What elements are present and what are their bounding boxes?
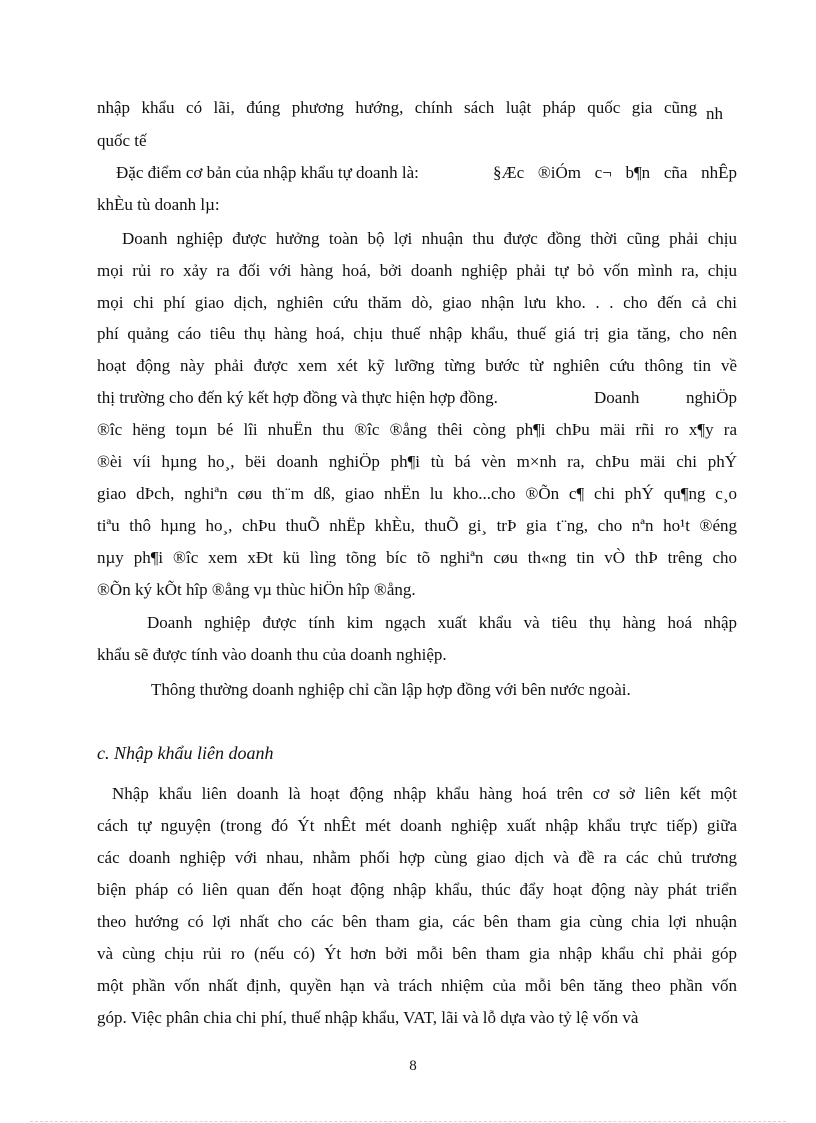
text-line: tiªu thô hµng ho¸, chÞu thuÕ nhËp khÈu, thuÕ gi¸ trÞ gia t¨ng, cho nªn ho¹t ®éng: [97, 516, 737, 535]
text-line: nhập khẩu có lãi, đúng phương hướng, chính sách luật pháp quốc gia cũng: [97, 98, 697, 117]
text-line: Thông thường doanh nghiệp chỉ cần lập hợp đồng với bên nước ngoài.: [151, 680, 631, 699]
text-line: Doanh nghiệp được hưởng toàn bộ lợi nhuận thu được đồng thời cũng phải chịu: [122, 229, 737, 248]
section-heading: c. Nhập khẩu liên doanh: [97, 743, 274, 763]
text-line: một phần vốn nhất định, quyền hạn và trách nhiệm của mỗi bên tăng theo phần vốn: [97, 976, 737, 995]
text-line: mọi rủi ro xảy ra đối với hàng hoá, bởi doanh nghiệp phải tự bỏ vốn mình ra, chịu: [97, 261, 737, 280]
text-line: giao dÞch, nghiªn cøu th¨m dß, giao nhËn lu kho...cho ®Õn c¶ chi phÝ qu¶ng c¸o: [97, 484, 737, 503]
text-line: quốc tế: [97, 131, 147, 150]
text-line: các doanh nghiệp với nhau, nhằm phối hợp cùng giao dịch và đề ra các chủ trương: [97, 848, 737, 867]
text-line: Doanh nghiệp được tính kim ngạch xuất khẩu và tiêu thụ hàng hoá nhập: [147, 613, 737, 632]
text-line: ®îc hëng toµn bé lîi nhuËn thu ®îc ®ång thêi còng ph¶i chÞu mäi rñi ro x¶y ra: [97, 420, 737, 439]
text-line: biện pháp có liên quan đến hoạt động nhập khẩu, thúc đẩy hoạt động này phát triển: [97, 880, 737, 899]
text-line: mọi chi phí giao dịch, nghiên cứu thăm dò, giao nhận lưu kho. . . cho đến cả chi: [97, 293, 737, 312]
text-line: cách tự nguyện (trong đó Ýt nhÊt mét doanh nghiệp xuất nhập khẩu trực tiếp) giữa: [97, 816, 737, 835]
text-line: theo hướng có lợi nhất cho các bên tham gia, các bên tham gia cùng chia lợi nhuận: [97, 912, 737, 931]
text-line: phí quảng cáo tiêu thụ hàng hoá, chịu thuế nhập khẩu, thuế giá trị gia tăng, cho nên: [97, 324, 737, 343]
page-number: 8: [409, 1058, 417, 1074]
text-line: Nhập khẩu liên doanh là hoạt động nhập khẩu hàng hoá trên cơ sở liên kết một: [112, 784, 737, 803]
text-line: §Æc ®iÓm c¬ b¶n cña nhÊp: [493, 163, 737, 182]
text-line: hoạt động này phải được xem xét kỹ lưỡng từng bước từ nghiên cứu thông tin về: [97, 356, 737, 375]
text-line: khẩu sẽ được tính vào doanh thu của doanh nghiệp.: [97, 645, 447, 664]
text-line: ®Õn ký kÕt hîp ®ång vµ thùc hiÖn hîp ®ång.: [97, 580, 416, 599]
text-line: thị trường cho đến ký kết hợp đồng và thực hiện hợp đồng.: [97, 388, 498, 407]
page-bottom-divider: [30, 1121, 786, 1122]
text-line: khÈu tù doanh lµ:: [97, 195, 220, 214]
text-line: nµy ph¶i ®îc xem xÐt kü lìng tõng bíc tõ nghiªn cøu th«ng tin vÒ thÞ trêng cho: [97, 548, 737, 567]
text-line: ®èi víi hµng ho¸, bëi doanh nghiÖp ph¶i tù bá vèn m×nh ra, chÞu mäi chi phÝ: [97, 452, 737, 471]
text-line: nh: [706, 104, 723, 123]
text-line: Đặc điểm cơ bản của nhập khẩu tự doanh là:: [116, 163, 419, 182]
text-line: góp. Việc phân chia chi phí, thuế nhập khẩu, VAT, lãi và lỗ dựa vào tỷ lệ vốn và: [97, 1008, 639, 1027]
text-line: Doanh nghiÖp: [594, 388, 737, 407]
text-line: và cùng chịu rủi ro (nếu có) Ýt hơn bởi mỗi bên tham gia nhập khẩu chỉ phải góp: [97, 944, 737, 963]
